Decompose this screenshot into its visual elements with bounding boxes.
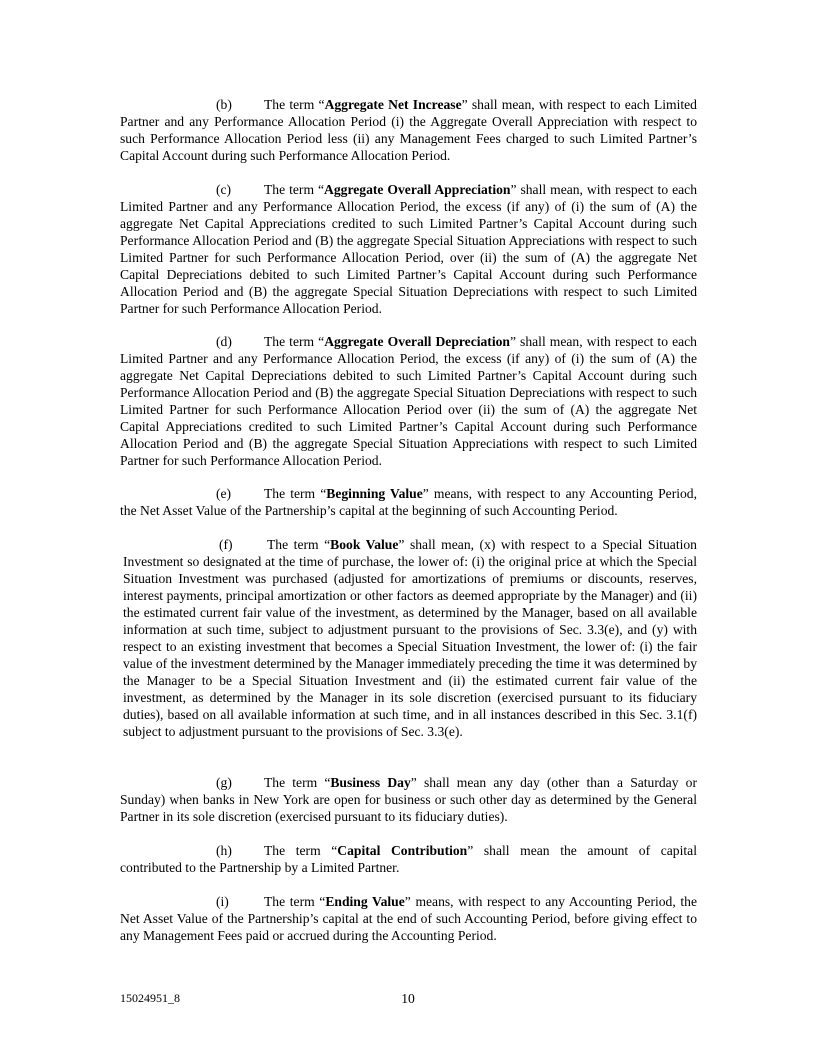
definition-text: ” shall mean, with respect to each Limited Partner and any Performance Allocation Period (i) the Aggregate Overall Appreciation with respect to such Performance Allocation Period less (ii) any Management Fees charged to such Limited Partner’s Capital Account during such Performance Allocation Period. — [120, 97, 697, 163]
definition-text: ” means, with respect to any Accounting Period, the Net Asset Value of the Partnership’s capital at the end of such Accounting Period, before giving effect to any Management Fees paid or accrued during the Accounting Period. — [120, 894, 697, 943]
definition-lead: The term “ — [264, 486, 327, 501]
definition-label: (g) — [216, 775, 232, 790]
definition-lead: The term “ — [264, 97, 325, 112]
defined-term: Capital Contribution — [337, 843, 468, 858]
definition-text: ” shall mean any day (other than a Saturday or Sunday) when banks in New York are open for business or such other day as determined by the General Partner in its sole discretion (exercised pursuant to its fiduciary duties). — [120, 775, 697, 824]
definition-b — [120, 96, 697, 164]
definition-label: (e) — [216, 486, 232, 501]
definition-lead: The term “ — [264, 334, 325, 349]
definition-label: (c) — [216, 182, 232, 197]
definition-lead: The term “ — [264, 843, 338, 858]
defined-term: Aggregate Overall Appreciation — [324, 182, 511, 197]
definition-h — [120, 842, 697, 876]
definition-e — [120, 485, 697, 519]
definition-text: ” shall mean the amount of capital contributed to the Partnership by a Limited Partner. — [120, 843, 697, 875]
definition-label: (h) — [216, 843, 232, 858]
defined-term: Aggregate Overall Depreciation — [324, 334, 510, 349]
definition-lead: The term “ — [264, 775, 331, 790]
definition-label: (d) — [216, 334, 232, 349]
definition-lead: The term “ — [267, 537, 331, 552]
definition-i — [120, 893, 697, 944]
definition-f — [123, 536, 697, 740]
document-id: 15024951_8 — [120, 991, 180, 1005]
defined-term: Book Value — [330, 537, 399, 552]
page-number: 10 — [401, 991, 415, 1006]
defined-term: Ending Value — [325, 894, 405, 909]
definition-text: ” shall mean, with respect to each Limited Partner and any Performance Allocation Period, the excess (if any) of (i) the sum of (A) the aggregate Net Capital Appreciations credited to such Limited Partner’s Capital Account during such Performance Allocation Period and (B) the aggregate Special Situation Appreciations with respect to such Limited Partner for such Performance Allocation Period, over (ii) the sum of (A) the aggregate Net Capital Depreciations debited to such Limited Partner’s Capital Account during such Performance Allocation Period and (B) the aggregate Special Situation Depreciations with respect to such Limited Partner for such Performance Allocation Period. — [120, 182, 697, 316]
definition-text: ” means, with respect to any Accounting Period, the Net Asset Value of the Partnership’s capital at the beginning of such Accounting Period. — [120, 486, 697, 518]
definition-lead: The term “ — [264, 894, 326, 909]
definition-text: ” shall mean, with respect to each Limited Partner and any Performance Allocation Period, the excess (if any) of (i) the sum of (A) the aggregate Net Capital Depreciations debited to such Limited Partner’s Capital Account during such Performance Allocation Period and (B) the aggregate Special Situation Depreciations with respect to such Limited Partner for such Performance Allocation Period over (ii) the sum of (A) the aggregate Net Capital Appreciations credited to such Limited Partner’s Capital Account during such Performance Allocation Period and (B) the aggregate Special Situation Appreciations with respect to such Limited Partner for such Performance Allocation Period. — [120, 334, 697, 468]
defined-term: Aggregate Net Increase — [324, 97, 462, 112]
definition-g — [120, 774, 697, 825]
definition-d — [120, 333, 697, 469]
definition-lead: The term “ — [264, 182, 325, 197]
definition-label: (i) — [216, 894, 229, 909]
defined-term: Business Day — [330, 775, 411, 790]
definition-label: (b) — [216, 97, 232, 112]
defined-term: Beginning Value — [326, 486, 423, 501]
definition-label: (f) — [219, 537, 233, 552]
definition-c — [120, 181, 697, 317]
definition-text: ” shall mean, (x) with respect to a Special Situation Investment so designated at the time of purchase, the lower of: (i) the original price at which the Special Situation Investment was purchased (adjusted for amortizations of premiums or discounts, reserves, interest payments, principal amortization or other factors as deemed appropriate by the Manager) and (ii) the estimated current fair value of the investment, as determined by the Manager, based on all available information at such time, subject to adjustment pursuant to the provisions of Sec. 3.3(e), and (y) with respect to an existing investment that becomes a Special Situation Investment, the lower of: (i) the fair value of the investment determined by the Manager immediately preceding the time it was determined by the Manager to be a Special Situation Investment and (ii) the estimated current fair value of the investment, as determined by the Manager in its sole discretion (exercised pursuant to its fiduciary duties), based on all available information at such time, and in all instances described in this Sec. 3.1(f) subject to adjustment pursuant to the provisions of Sec. 3.3(e). — [123, 537, 697, 739]
